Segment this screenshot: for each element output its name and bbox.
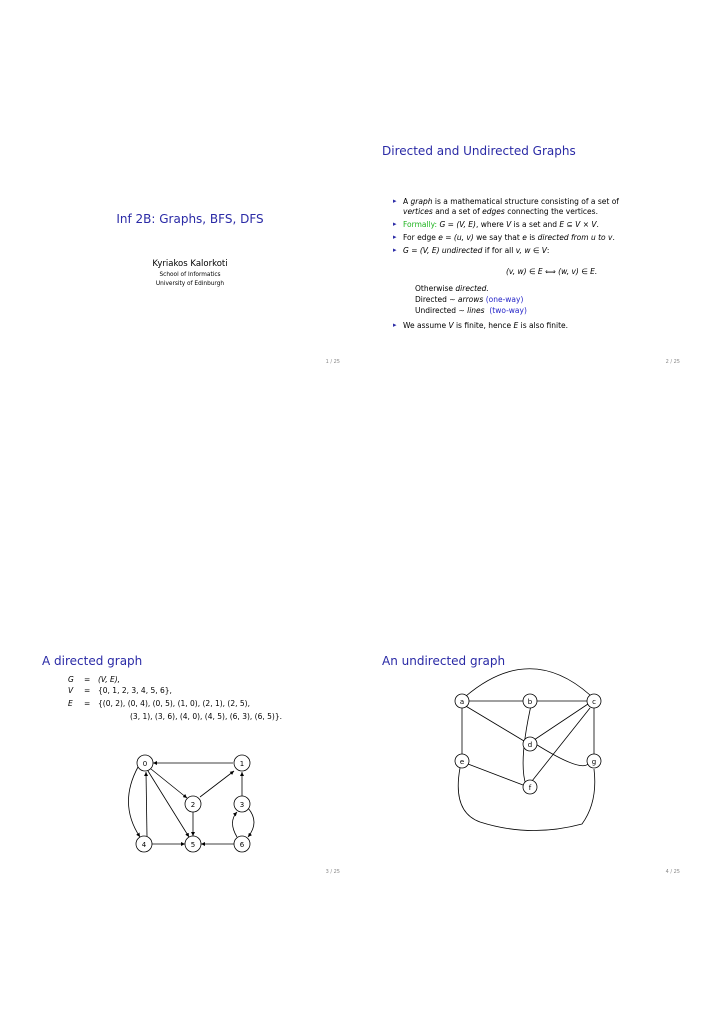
- directed-line: Directed ∼ arrows (one-way): [415, 295, 524, 304]
- page-number: 2 / 25: [665, 359, 680, 365]
- edge-a-c: [466, 669, 590, 696]
- node-label-6: 6: [239, 841, 245, 849]
- node-label-5: 5: [190, 841, 196, 849]
- definition-e: E = {(0, 2), (0, 4), (0, 5), (1, 0), (2, 1), (2, 5),: [68, 699, 250, 708]
- page-number: 3 / 25: [325, 869, 340, 875]
- edge-e-f: [468, 764, 523, 785]
- slide-heading: An undirected graph: [382, 654, 506, 668]
- edge-0-2: [151, 769, 187, 798]
- edge-2-1: [200, 771, 234, 797]
- university-name: University of Edinburgh: [155, 281, 225, 287]
- slide-heading: Directed and Undirected Graphs: [382, 144, 576, 158]
- directed-graph-figure: [20, 632, 360, 881]
- edge-e-g: [458, 768, 595, 831]
- node-label-b: b: [527, 698, 533, 706]
- definition-e-cont: (3, 1), (3, 6), (4, 0), (4, 5), (6, 3), (6, 5)}.: [130, 712, 282, 721]
- bullet-definition: ▸ A graph is a mathematical structure consisting of a set of: [403, 196, 619, 207]
- node-label-f: f: [528, 784, 532, 792]
- otherwise-line: Otherwise directed.: [415, 284, 489, 293]
- node-label-4: 4: [141, 841, 147, 849]
- edge-c-f: [532, 708, 590, 781]
- affiliation: [20, 271, 360, 289]
- slide-heading: A directed graph: [42, 654, 143, 668]
- node-label-d: d: [527, 741, 533, 749]
- edge-6-3: [233, 812, 238, 837]
- definition-g: G = (V, E),: [68, 675, 121, 684]
- slide-directed-undirected: [360, 122, 700, 371]
- page-number: 1 / 25: [325, 359, 340, 365]
- node-label-g: g: [591, 758, 597, 766]
- node-label-c: c: [592, 698, 596, 706]
- bullet-edge: ▸ For edge e = (u, v) we say that e is directed from u to v.: [403, 232, 615, 243]
- slide-directed-graph: [20, 632, 360, 881]
- undirected-line: Undirected ∼ lines (two-way): [415, 306, 527, 315]
- school-name: School of Informatics: [159, 272, 221, 278]
- undirected-graph-figure: [360, 632, 700, 881]
- node-label-2: 2: [190, 801, 196, 809]
- definition-v: V = {0, 1, 2, 3, 4, 5, 6},: [68, 686, 172, 695]
- edge-a-d: [464, 705, 524, 741]
- bullet-undirected: ▸ G = (V, E) undirected if for all v, w ∈ V:: [403, 245, 549, 256]
- bullet-formal: ▸ Formally: G = (V, E), where V is a set and E ⊆ V × V.: [403, 219, 599, 230]
- presentation-title: Inf 2B: Graphs, BFS, DFS: [116, 212, 264, 226]
- page-number: 4 / 25: [665, 869, 680, 875]
- slide-title: [20, 122, 360, 371]
- edge-0-5: [148, 771, 189, 837]
- edge-d-g: [534, 743, 588, 766]
- bullet-definition-cont: vertices and a set of edges connecting the vertices.: [403, 207, 598, 216]
- equivalence-equation: (v, w) ∈ E ⟺ (w, v) ∈ E.: [506, 267, 598, 276]
- node-label-3: 3: [239, 801, 245, 809]
- edge-c-d: [534, 704, 588, 740]
- slide-undirected-graph: [360, 632, 700, 881]
- node-label-0: 0: [142, 760, 148, 768]
- edge-4-0: [146, 772, 147, 837]
- bullet-finite: ▸ We assume V is finite, hence E is also finite.: [403, 320, 568, 331]
- edge-0-4: [128, 767, 140, 837]
- edge-3-6: [248, 808, 254, 837]
- node-label-e: e: [459, 758, 465, 766]
- node-label-1: 1: [239, 760, 245, 768]
- author-name: Kyriakos Kalorkoti: [152, 259, 228, 269]
- node-label-a: a: [459, 698, 465, 706]
